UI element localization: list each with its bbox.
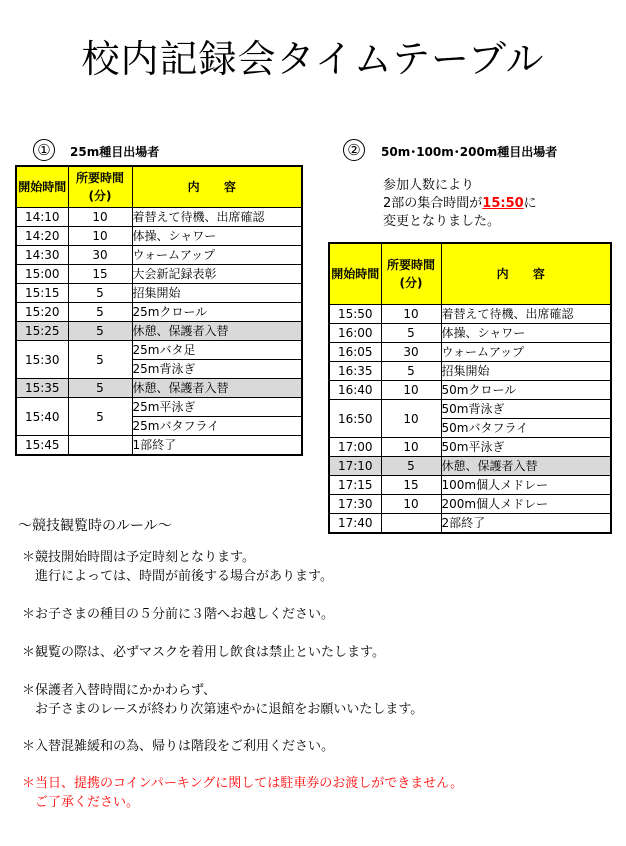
content-cell: ウォームアップ: [441, 343, 611, 362]
content-cell: 体操、シャワー: [441, 324, 611, 343]
duration-cell: 10: [381, 400, 441, 438]
start-time-cell: 14:20: [16, 227, 68, 246]
start-time-cell: 16:05: [329, 343, 381, 362]
content-cell: 25m平泳ぎ: [132, 398, 302, 417]
table-row: [329, 324, 611, 343]
header-duration: 所要時間 (分): [381, 243, 441, 305]
section1-label: 25m種目出場者: [70, 145, 160, 159]
timetable-part1: [15, 165, 303, 456]
rule-line: ＊観覧の際は、必ずマスクを着用し飲食は禁止といたします。: [22, 645, 385, 660]
duration-cell: 5: [68, 379, 132, 398]
timetable-part2: [328, 242, 612, 534]
notice-line-2: 2部の集合時間が15:50に: [383, 196, 537, 211]
rule-line: 進行によっては、時間が前後する場合があります。: [22, 569, 333, 584]
duration-cell: 5: [381, 362, 441, 381]
start-time-cell: 17:15: [329, 476, 381, 495]
duration-cell: 5: [68, 398, 132, 436]
rule-item: [22, 605, 334, 624]
start-time-cell: 15:45: [16, 436, 68, 456]
rule-line: ＊保護者入替時間にかかわらず、: [22, 683, 216, 698]
content-cell: ウォームアップ: [132, 246, 302, 265]
table-row: [16, 227, 302, 246]
rule-line: お子さまのレースが終わり次第速やかに退館をお願いいたします。: [22, 702, 424, 717]
rule-item-alert: [22, 774, 463, 812]
notice-line-1: 参加人数により: [383, 178, 475, 193]
rule-line: ＊当日、提携のコインパーキングに関しては駐車券のお渡しができません。: [22, 776, 464, 791]
table-row: [16, 436, 302, 456]
start-time-cell: 17:10: [329, 457, 381, 476]
start-time-cell: 16:00: [329, 324, 381, 343]
start-time-cell: 17:40: [329, 514, 381, 534]
table-row: [329, 457, 611, 476]
table-row: [16, 265, 302, 284]
content-cell: 200m個人メドレー: [441, 495, 611, 514]
duration-cell: 10: [381, 495, 441, 514]
content-cell: 25m背泳ぎ: [132, 360, 302, 379]
duration-cell: 10: [68, 208, 132, 227]
header-start-time: 開始時間: [16, 166, 68, 208]
content-cell: 50m背泳ぎ: [441, 400, 611, 419]
table-row: [16, 341, 302, 360]
duration-cell: 5: [68, 303, 132, 322]
content-cell: 2部終了: [441, 514, 611, 534]
content-cell: 招集開始: [132, 284, 302, 303]
table-row: [16, 398, 302, 417]
start-time-cell: 15:50: [329, 305, 381, 324]
start-time-cell: 15:30: [16, 341, 68, 379]
start-time-cell: 16:35: [329, 362, 381, 381]
table-row: [16, 303, 302, 322]
duration-cell: 10: [68, 227, 132, 246]
start-time-cell: 16:40: [329, 381, 381, 400]
table-row: [329, 495, 611, 514]
duration-cell: 15: [68, 265, 132, 284]
rules-heading: ～競技観覧時のルール～: [18, 518, 172, 534]
duration-cell: [381, 514, 441, 534]
header-content: 内 容: [132, 166, 302, 208]
start-time-cell: 15:25: [16, 322, 68, 341]
duration-cell: 30: [68, 246, 132, 265]
start-time-cell: 16:50: [329, 400, 381, 438]
content-cell: 休憩、保護者入替: [441, 457, 611, 476]
section2-number-badge: ②: [343, 139, 365, 161]
start-time-cell: 15:35: [16, 379, 68, 398]
rule-item: [22, 737, 334, 756]
table-row: [329, 343, 611, 362]
content-cell: 1部終了: [132, 436, 302, 456]
start-time-cell: 14:10: [16, 208, 68, 227]
rule-line: ご了承ください。: [22, 795, 140, 810]
rule-item: [22, 548, 333, 586]
start-time-cell: 14:30: [16, 246, 68, 265]
page-title: 校内記録会タイムテーブル: [81, 37, 545, 81]
table-row: [329, 514, 611, 534]
rule-item: [22, 643, 385, 662]
table-row: [329, 381, 611, 400]
table-row: [16, 379, 302, 398]
header-content: 内 容: [441, 243, 611, 305]
start-time-cell: 15:40: [16, 398, 68, 436]
content-cell: 招集開始: [441, 362, 611, 381]
start-time-cell: 17:30: [329, 495, 381, 514]
table-row: [16, 208, 302, 227]
duration-cell: 30: [381, 343, 441, 362]
rule-item: [22, 681, 423, 719]
table-row: [329, 476, 611, 495]
rule-line: ＊お子さまの種目の５分前に３階へお越しください。: [22, 607, 335, 622]
section1-number-badge: ①: [33, 139, 55, 161]
content-cell: 大会新記録表彰: [132, 265, 302, 284]
content-cell: 25mバタ足: [132, 341, 302, 360]
table-row: [329, 362, 611, 381]
start-time-cell: 15:20: [16, 303, 68, 322]
content-cell: 着替えて待機、出席確認: [441, 305, 611, 324]
content-cell: 25mバタフライ: [132, 417, 302, 436]
table-row: [329, 400, 611, 419]
duration-cell: 10: [381, 305, 441, 324]
table-row: [329, 438, 611, 457]
duration-cell: 5: [68, 322, 132, 341]
content-cell: 25mクロール: [132, 303, 302, 322]
duration-cell: 5: [68, 284, 132, 303]
duration-cell: 10: [381, 381, 441, 400]
table-row: [16, 284, 302, 303]
notice-line-3: 変更となりました。: [383, 214, 501, 229]
content-cell: 100m個人メドレー: [441, 476, 611, 495]
content-cell: 50m平泳ぎ: [441, 438, 611, 457]
duration-cell: 10: [381, 438, 441, 457]
content-cell: 50mクロール: [441, 381, 611, 400]
table-row: [16, 246, 302, 265]
duration-cell: [68, 436, 132, 456]
new-assembly-time: 15:50: [482, 196, 524, 211]
duration-cell: 5: [68, 341, 132, 379]
table-row: [329, 305, 611, 324]
duration-cell: 5: [381, 457, 441, 476]
start-time-cell: 15:15: [16, 284, 68, 303]
start-time-cell: 15:00: [16, 265, 68, 284]
section2-label: 50m･100m･200m種目出場者: [381, 145, 558, 159]
content-cell: 休憩、保護者入替: [132, 379, 302, 398]
content-cell: 体操、シャワー: [132, 227, 302, 246]
content-cell: 50mバタフライ: [441, 419, 611, 438]
start-time-cell: 17:00: [329, 438, 381, 457]
rule-line: ＊入替混雑緩和の為、帰りは階段をご利用ください。: [22, 739, 335, 754]
duration-cell: 5: [381, 324, 441, 343]
header-start-time: 開始時間: [329, 243, 381, 305]
header-duration: 所要時間 (分): [68, 166, 132, 208]
schedule-change-notice: [383, 177, 537, 231]
content-cell: 着替えて待機、出席確認: [132, 208, 302, 227]
table-row: [16, 322, 302, 341]
duration-cell: 15: [381, 476, 441, 495]
content-cell: 休憩、保護者入替: [132, 322, 302, 341]
rule-line: ＊競技開始時間は予定時刻となります。: [22, 550, 255, 565]
